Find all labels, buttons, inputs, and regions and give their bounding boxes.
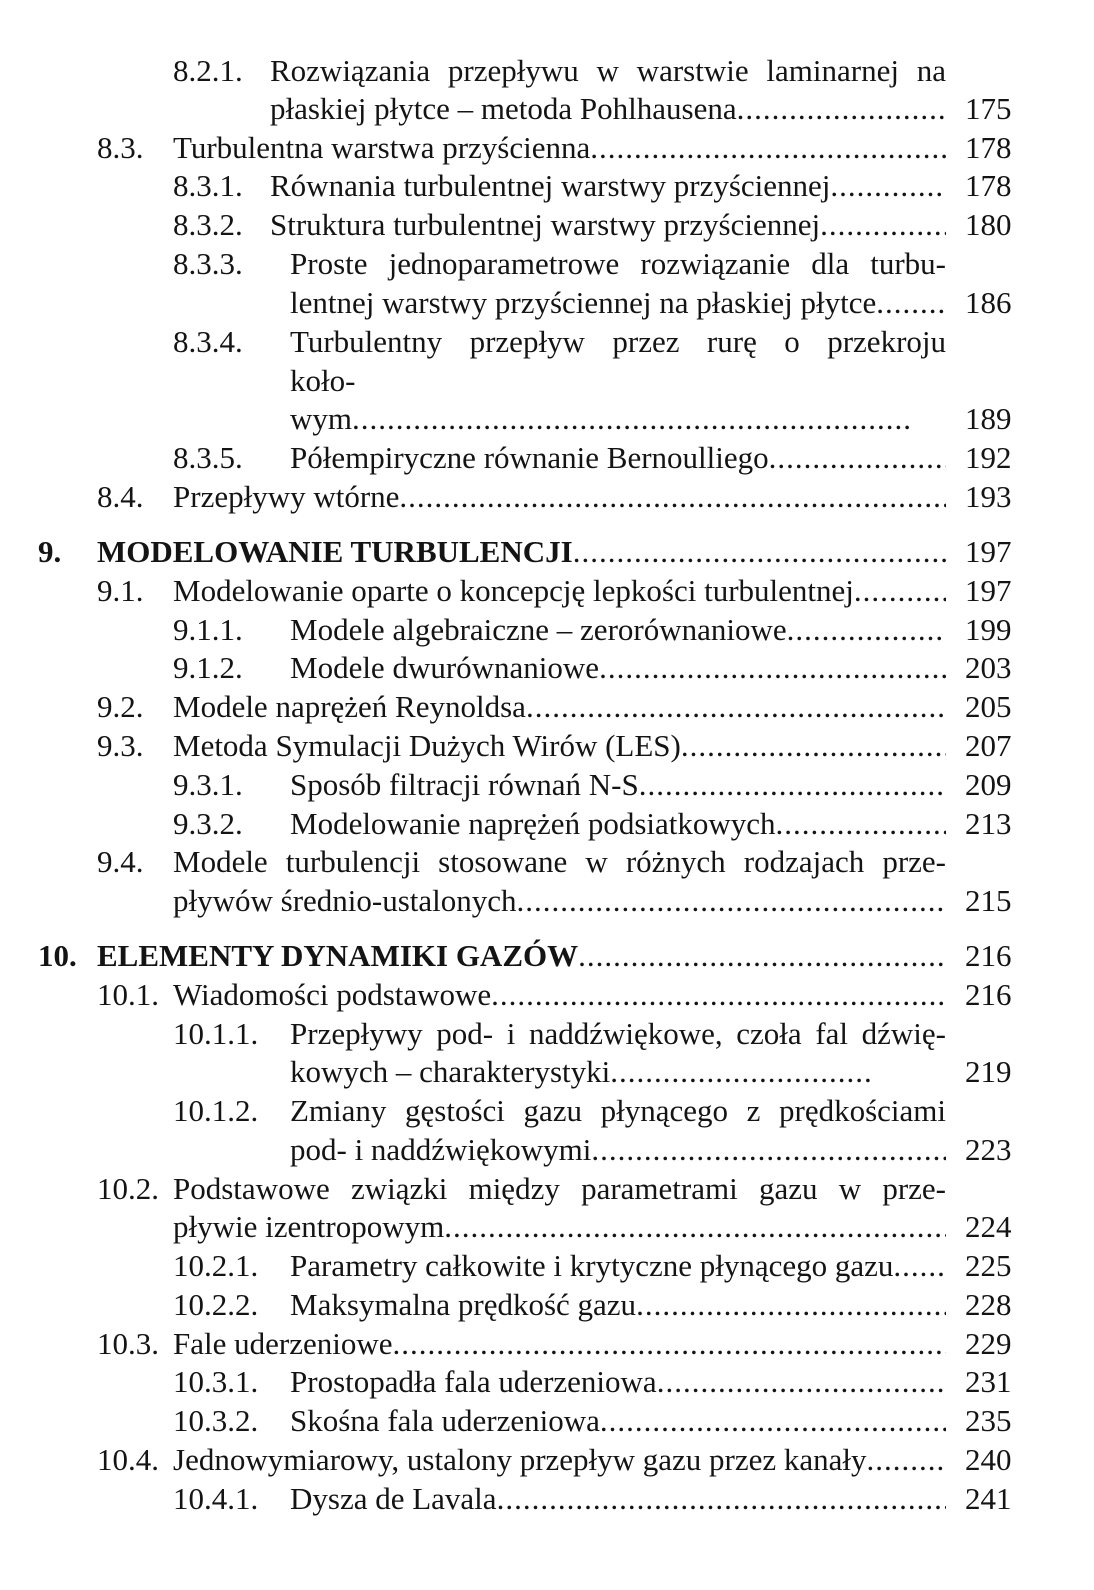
entry-title: Sposób filtracji równań N-S bbox=[290, 767, 639, 802]
toc-entry-9-4 bbox=[0, 843, 1094, 882]
toc-entry-9-4-cont bbox=[0, 882, 1094, 921]
dot-leader bbox=[657, 1363, 946, 1402]
entry-number: 10.1. bbox=[97, 977, 159, 1012]
toc-entry-9-3 bbox=[0, 727, 1094, 766]
entry-title: Modele dwurównaniowe bbox=[290, 650, 600, 685]
toc-entry-9-3-2 bbox=[0, 805, 1094, 844]
toc-entry-10-2 bbox=[0, 1170, 1094, 1209]
entry-title: wym bbox=[290, 401, 352, 436]
page-number: 213 bbox=[965, 806, 1012, 841]
page-number: 186 bbox=[965, 285, 1012, 320]
chapter-number: 10. bbox=[38, 938, 77, 973]
dot-leader bbox=[578, 937, 946, 976]
toc-entry-9-3-1 bbox=[0, 766, 1094, 805]
dot-leader bbox=[769, 439, 946, 478]
chapter-title: ELEMENTY DYNAMIKI GAZÓW bbox=[97, 938, 579, 973]
dot-leader bbox=[787, 611, 946, 650]
page-number: 216 bbox=[965, 938, 1012, 973]
entry-title: płaskiej płytce – metoda Pohlhausena bbox=[270, 91, 737, 126]
page-number: 180 bbox=[965, 207, 1012, 242]
entry-title: Prostopadła fala uderzeniowa bbox=[290, 1364, 657, 1399]
toc-entry-10-2-cont bbox=[0, 1208, 1094, 1247]
entry-title: Podstawowe związki między parametrami gazu w prze- bbox=[173, 1171, 946, 1206]
page-number: 229 bbox=[965, 1326, 1012, 1361]
toc-entry-10-4 bbox=[0, 1441, 1094, 1480]
entry-number: 9.3.2. bbox=[173, 806, 243, 841]
dot-leader bbox=[820, 206, 946, 245]
entry-number: 10.1.1. bbox=[173, 1016, 259, 1051]
toc-entry-9-1-1 bbox=[0, 611, 1094, 650]
toc-entry-10-1-1-cont bbox=[0, 1053, 1094, 1092]
dot-leader bbox=[600, 1402, 946, 1441]
dot-leader bbox=[497, 1480, 946, 1519]
entry-number: 8.3.3. bbox=[173, 246, 243, 281]
toc-entry-9-2 bbox=[0, 688, 1094, 727]
dot-leader bbox=[639, 766, 946, 805]
entry-title: Rozwiązania przepływu w warstwie laminarnej na bbox=[270, 53, 946, 88]
dot-leader bbox=[867, 1441, 946, 1480]
entry-title: Jednowymiarowy, ustalony przepływ gazu przez kanały bbox=[173, 1442, 867, 1477]
toc-chapter-10 bbox=[0, 937, 1094, 976]
toc-entry-8-3-5 bbox=[0, 439, 1094, 478]
entry-number: 9.4. bbox=[97, 844, 144, 879]
toc-entry-9-1 bbox=[0, 572, 1094, 611]
entry-number: 8.2.1. bbox=[173, 53, 243, 88]
entry-title: Turbulentna warstwa przyścienna bbox=[173, 130, 591, 165]
page-number: 240 bbox=[965, 1442, 1012, 1477]
entry-number: 9.3.1. bbox=[173, 767, 243, 802]
toc-entry-10-4-1 bbox=[0, 1480, 1094, 1519]
dot-leader bbox=[573, 533, 946, 572]
toc-entry-8-3 bbox=[0, 129, 1094, 168]
dot-leader bbox=[399, 478, 946, 517]
toc-entry-8-3-1 bbox=[0, 167, 1094, 206]
page-number: 199 bbox=[965, 612, 1012, 647]
toc-entry-8-2-1 bbox=[0, 52, 1094, 91]
page-number: 219 bbox=[965, 1054, 1012, 1089]
page-number: 216 bbox=[965, 977, 1012, 1012]
entry-number: 9.1. bbox=[97, 573, 144, 608]
dot-leader bbox=[854, 572, 946, 611]
entry-title: Turbulentny przepływ przez rurę o przekroju bbox=[290, 324, 946, 359]
toc-entry-8-3-3-cont bbox=[0, 284, 1094, 323]
page-number: 178 bbox=[965, 168, 1012, 203]
dot-leader bbox=[636, 1286, 946, 1325]
toc-entry-10-1-2-cont bbox=[0, 1131, 1094, 1170]
entry-number: 10.1.2. bbox=[173, 1093, 259, 1128]
toc-entry-10-1 bbox=[0, 976, 1094, 1015]
page-number: 207 bbox=[965, 728, 1012, 763]
entry-title: Półempiryczne równanie Bernoulliego bbox=[290, 440, 769, 475]
chapter-title: MODELOWANIE TURBULENCJI bbox=[97, 534, 573, 569]
page-number: 209 bbox=[965, 767, 1012, 802]
entry-title: Metoda Symulacji Dużych Wirów (LES) bbox=[173, 728, 681, 763]
entry-number: 10.3.2. bbox=[173, 1403, 259, 1438]
entry-title: Modele algebraiczne – zerorównaniowe bbox=[290, 612, 787, 647]
toc-entry-10-3-1 bbox=[0, 1363, 1094, 1402]
toc-entry-8-2-1-cont bbox=[0, 90, 1094, 129]
entry-title: Fale uderzeniowe bbox=[173, 1326, 393, 1361]
entry-number: 9.3. bbox=[97, 728, 144, 763]
entry-number: 10.4. bbox=[97, 1442, 159, 1477]
dot-leader bbox=[830, 167, 946, 206]
dot-leader bbox=[591, 1131, 946, 1170]
page-number: 235 bbox=[965, 1403, 1012, 1438]
entry-title: Modelowanie naprężeń podsiatkowych bbox=[290, 806, 776, 841]
entry-number: 10.2. bbox=[97, 1171, 159, 1206]
entry-number: 8.3.5. bbox=[173, 440, 243, 475]
page-number: 228 bbox=[965, 1287, 1012, 1322]
toc-entry-8-3-3 bbox=[0, 245, 1094, 284]
entry-title: Przepływy pod- i naddźwiękowe, czoła fal dźwię- bbox=[290, 1016, 946, 1051]
toc-entry-10-1-2 bbox=[0, 1092, 1094, 1131]
page-number: 197 bbox=[965, 573, 1012, 608]
page-number: 225 bbox=[965, 1248, 1012, 1283]
entry-title: Skośna fala uderzeniowa bbox=[290, 1403, 600, 1438]
entry-number: 9.1.1. bbox=[173, 612, 243, 647]
entry-title: Zmiany gęstości gazu płynącego z prędkościami bbox=[290, 1093, 946, 1128]
page-number: 231 bbox=[965, 1364, 1012, 1399]
toc-entry-8-3-4-cont2 bbox=[0, 400, 1094, 439]
toc-entry-8-4 bbox=[0, 478, 1094, 517]
entry-number: 10.4.1. bbox=[173, 1481, 259, 1516]
entry-title: pływie izentropowym bbox=[173, 1209, 445, 1244]
page-number: 215 bbox=[965, 883, 1012, 918]
entry-number: 8.3.1. bbox=[173, 168, 243, 203]
entry-number: 10.3.1. bbox=[173, 1364, 259, 1399]
entry-title: Modele turbulencji stosowane w różnych rodzajach prze- bbox=[173, 844, 946, 879]
entry-title: Maksymalna prędkość gazu bbox=[290, 1287, 637, 1322]
toc-entry-9-1-2 bbox=[0, 649, 1094, 688]
page-number: 175 bbox=[965, 91, 1012, 126]
entry-number: 8.3.2. bbox=[173, 207, 243, 242]
toc-entry-8-3-4-cont bbox=[0, 362, 1094, 401]
dot-leader bbox=[610, 1053, 870, 1092]
entry-number: 8.4. bbox=[97, 479, 144, 514]
dot-leader bbox=[776, 805, 946, 844]
toc-chapter-9 bbox=[0, 533, 1094, 572]
entry-number: 9.1.2. bbox=[173, 650, 243, 685]
entry-title: Parametry całkowite i krytyczne płynącego gazu bbox=[290, 1248, 894, 1283]
toc-entry-10-3-2 bbox=[0, 1402, 1094, 1441]
entry-title: Równania turbulentnej warstwy przyściennej bbox=[270, 168, 831, 203]
page-number: 197 bbox=[965, 534, 1012, 569]
entry-title: koło- bbox=[290, 363, 356, 398]
entry-title: lentnej warstwy przyściennej na płaskiej płytce bbox=[290, 285, 877, 320]
page-number: 193 bbox=[965, 479, 1012, 514]
page-number: 205 bbox=[965, 689, 1012, 724]
dot-leader bbox=[599, 649, 946, 688]
entry-title: pod- i naddźwiękowymi bbox=[290, 1132, 592, 1167]
dot-leader bbox=[491, 976, 946, 1015]
entry-title: Modelowanie oparte o koncepcję lepkości turbulentnej bbox=[173, 573, 854, 608]
toc-entry-10-3 bbox=[0, 1325, 1094, 1364]
entry-title: pływów średnio-ustalonych bbox=[173, 883, 517, 918]
entry-number: 10.3. bbox=[97, 1326, 159, 1361]
entry-title: Struktura turbulentnej warstwy przyściennej bbox=[270, 207, 821, 242]
dot-leader bbox=[444, 1208, 946, 1247]
entry-title: Modele naprężeń Reynoldsa bbox=[173, 689, 526, 724]
chapter-number: 9. bbox=[38, 534, 62, 569]
entry-title: kowych – charakterystyki bbox=[290, 1054, 611, 1089]
dot-leader bbox=[737, 90, 946, 129]
dot-leader bbox=[352, 400, 910, 439]
dot-leader bbox=[392, 1325, 946, 1364]
dot-leader bbox=[893, 1247, 946, 1286]
page-number: 192 bbox=[965, 440, 1012, 475]
toc-entry-10-1-1 bbox=[0, 1015, 1094, 1054]
dot-leader bbox=[876, 284, 946, 323]
entry-title: Przepływy wtórne bbox=[173, 479, 400, 514]
page-number: 178 bbox=[965, 130, 1012, 165]
toc-entry-10-2-2 bbox=[0, 1286, 1094, 1325]
page-number: 203 bbox=[965, 650, 1012, 685]
dot-leader bbox=[517, 882, 946, 921]
page-number: 223 bbox=[965, 1132, 1012, 1167]
toc-entry-10-2-1 bbox=[0, 1247, 1094, 1286]
entry-number: 8.3. bbox=[97, 130, 144, 165]
page-number: 241 bbox=[965, 1481, 1012, 1516]
dot-leader bbox=[681, 727, 946, 766]
toc-entry-8-3-2 bbox=[0, 206, 1094, 245]
entry-title: Wiadomości podstawowe bbox=[173, 977, 492, 1012]
entry-number: 9.2. bbox=[97, 689, 144, 724]
entry-number: 10.2.1. bbox=[173, 1248, 259, 1283]
entry-title: Dysza de Lavala bbox=[290, 1481, 497, 1516]
toc-entry-8-3-4 bbox=[0, 323, 1094, 362]
entry-number: 8.3.4. bbox=[173, 324, 243, 359]
dot-leader bbox=[526, 688, 946, 727]
page-number: 189 bbox=[965, 401, 1012, 436]
entry-title: Proste jednoparametrowe rozwiązanie dla turbu- bbox=[290, 246, 946, 281]
page-number: 224 bbox=[965, 1209, 1012, 1244]
entry-number: 10.2.2. bbox=[173, 1287, 259, 1322]
dot-leader bbox=[590, 129, 946, 168]
